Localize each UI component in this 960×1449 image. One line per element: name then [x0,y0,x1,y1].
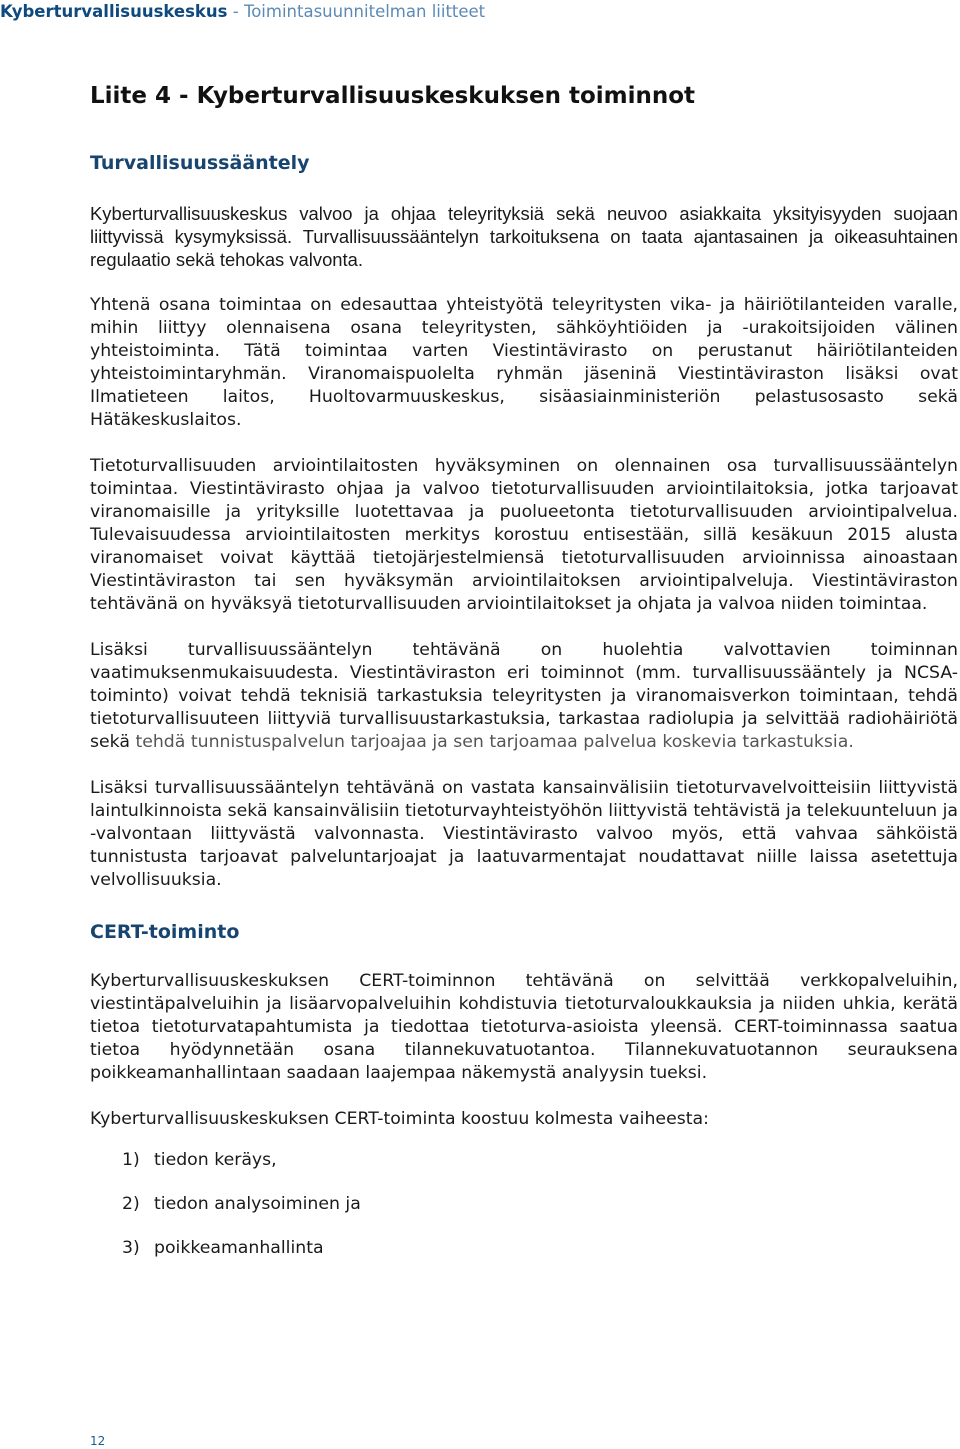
paragraph-text: Lisäksi turvallisuussääntelyn tehtävänä on huolehtia valvottavien toiminnan vaatimuksenmukaisuudesta. Viestintäviraston eri toiminnot (mm. turvallisuussääntely ja NCSA-toiminto) voivat tehdä teknisiä tarkastuksia teleyritysten ja viranomaisverkon toimintaan, tehdä tietoturvallisuuteen liittyviä turvallisuustarkastuksia, tarkastaa radiolupia ja selvittää radiohäiriötä sekä [90,640,958,752]
header-separator: - [227,2,244,21]
list-item [122,1237,958,1260]
section-heading-cert: CERT-toiminto [90,921,240,943]
paragraph: Lisäksi turvallisuussääntelyn tehtävänä on vastata kansainvälisiin tietoturvavelvoitteisiin liittyvistä laintulkinnoista sekä kansainvälisiin tietoturvayhteistyöhön liittyvistä tehtävistä ja telekuunteluun ja -valvontaan liittyvästä valvonnasta. Viestintävirasto valvoo myös, että vahvaa sähköistä tunnistusta tarjoavat palveluntarjoajat ja laatuvarmentajat noudattavat niille laissa asetettuja velvollisuuksia. [90,778,958,890]
list-item-number: 2) [122,1194,140,1214]
list-item-text: poikkeamanhallinta [154,1238,324,1258]
list-item [122,1193,958,1216]
section-heading-turvallisuussaantely: Turvallisuussääntely [90,152,310,174]
page-content [90,80,958,1281]
list-item-number: 3) [122,1238,140,1258]
paragraph: Kyberturvallisuuskeskuksen CERT-toiminta koostuu kolmesta vaiheesta: [90,1109,709,1129]
paragraph: Yhtenä osana toimintaa on edesauttaa yhteistyötä teleyritysten vika- ja häiriötilanteiden varalle, mihin liittyy olennaisena osana teleyritysten, sähköyhtiöiden ja -urakoitsijoiden välinen yhteistoiminta. Tätä toimintaa varten Viestintävirasto on perustanut häiriötilanteiden yhteistoimintaryhmän. Viranomaispuolelta ryhmän jäseninä Viestintäviraston lisäksi ovat Ilmatieteen laitos, Huoltovarmuuskeskus, sisäasiainministeriön pelastusosasto sekä Hätäkeskuslaitos. [90,295,958,430]
header-organization: Kyberturvallisuuskeskus [0,2,228,21]
list-item-text: tiedon analysoiminen ja [154,1194,361,1214]
list-item-text: tiedon keräys, [154,1150,277,1170]
paragraph: Kyberturvallisuuskeskus valvoo ja ohjaa teleyrityksiä sekä neuvoo asiakkaita yksityisyyden suojaan liittyvissä kysymyksissä. Turvallisuussääntelyn tarkoituksena on taata ajantasainen ja oikeasuhtainen regulaatio sekä tehokas valvonta. [90,203,958,270]
appendix-title: Liite 4 - Kyberturvallisuuskeskuksen toiminnot [90,83,696,109]
running-header [0,2,485,21]
paragraph [90,639,958,754]
paragraph: Tietoturvallisuuden arviointilaitosten hyväksyminen on olennainen osa turvallisuussääntelyn toimintaa. Viestintävirasto ohjaa ja valvoo tietoturvallisuuden arviointilaitoksia, jotka tarjoavat viranomaisille ja yrityksille luotettavaa ja puolueetonta tietoturvallisuuden arviointipalvelua. Tulevaisuudessa arviointilaitosten merkitys korostuu entisestään, sillä kesäkuun 2015 alusta viranomaiset voivat käyttää tietojärjestelmiensä tietoturvallisuuden arvioinnissa ainoastaan Viestintäviraston tai sen hyväksymän arviointilaitoksen arviointipalveluja. Viestintäviraston tehtävänä on hyväksyä tietoturvallisuuden arviointilaitokset ja ohjata ja valvoa niiden toimintaa. [90,456,958,614]
list-item [122,1149,958,1172]
paragraph: Kyberturvallisuuskeskuksen CERT-toiminnon tehtävänä on selvittää verkkopalveluihin, viestintäpalveluihin ja lisäarvopalveluihin kohdistuvia tietoturvaloukkauksia ja niiden uhkia, kerätä tietoa tietoturvatapahtumista ja tiedottaa tietoturva-asioista yleensä. CERT-toiminnassa saatua tietoa hyödynnetään osana tilannekuvatuotantoa. Tilannekuvatuotannon seurauksena poikkeamanhallintaan saadaan laajempaa näkemystä analyysin tueksi. [90,971,958,1083]
page-number: 12 [90,1434,106,1448]
cert-phase-list [90,1149,958,1260]
paragraph-text-highlighted: tehdä tunnistuspalvelun tarjoajaa ja sen tarjoamaa palvelua koskevia tarkastuksia. [135,732,854,752]
header-document-title: Toimintasuunnitelman liitteet [243,2,486,21]
list-item-number: 1) [122,1150,140,1170]
